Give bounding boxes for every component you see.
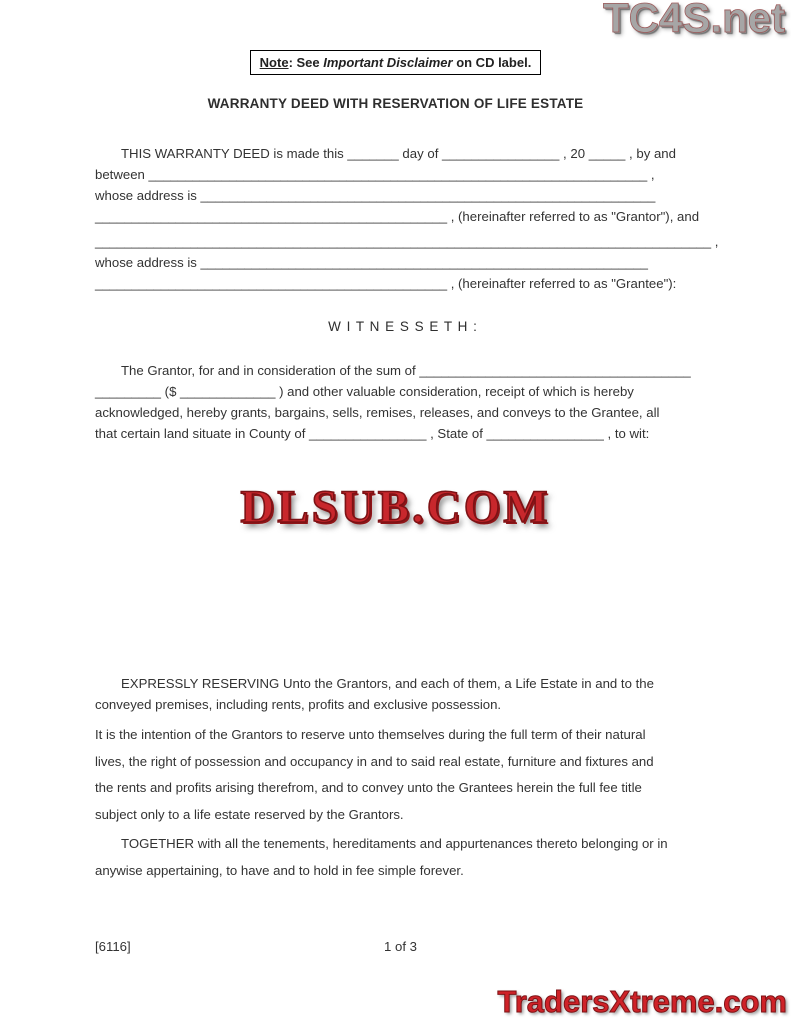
page-title: WARRANTY DEED WITH RESERVATION OF LIFE ESTATE (207, 96, 584, 111)
consideration-line: acknowledged, hereby grants, bargains, sells, remises, releases, and conveys to the Grantee, all (95, 405, 660, 420)
consideration-line: _________ ($ _____________ ) and other valuable consideration, receipt of which is hereby (95, 384, 634, 399)
intention-line: lives, the right of possession and occupancy in and to said real estate, furniture and fixtures and (95, 753, 654, 769)
deed-intro-line: ____________________________________________________________________________________ , (95, 234, 719, 249)
reserving-paragraph (95, 673, 711, 715)
dlsub-watermark: DLSUB.COM (240, 481, 551, 533)
deed-intro-line: ________________________________________________ , (hereinafter referred to as "Grantee"): (95, 276, 677, 291)
notice-label: Note (259, 55, 289, 70)
tradersxtreme-watermark: TradersXtreme.com (497, 984, 787, 1019)
consideration-line: The Grantor, for and in consideration of the sum of _____________________________________ (121, 363, 691, 378)
together-line: TOGETHER with all the tenements, hereditaments and appurtenances thereto belonging or in (121, 836, 668, 851)
witnesseth-heading: W I T N E S S E T H : (328, 319, 478, 334)
notice-emphasis: Important Disclaimer (323, 55, 453, 70)
together-paragraph (95, 831, 711, 884)
disclaimer-notice-box (250, 50, 542, 75)
reserving-line: conveyed premises, including rents, profits and exclusive possession. (95, 697, 502, 712)
deed-intro-line: whose address is _____________________________________________________________ (95, 255, 648, 270)
intention-paragraph (95, 722, 711, 828)
deed-intro-paragraph (95, 143, 719, 294)
intention-line: It is the intention of the Grantors to reserve unto themselves during the full term of their natural (95, 727, 646, 742)
together-line: anywise appertaining, to have and to hold in fee simple forever. (95, 862, 464, 878)
notice-text: : See (288, 55, 324, 70)
deed-intro-line: ________________________________________________ , (hereinafter referred to as "Grantor"), and (95, 209, 700, 224)
consideration-line: that certain land situate in County of ________________ , State of ________________ , to wit: (95, 426, 650, 441)
deed-intro-line: whose address is ______________________________________________________________ (95, 188, 656, 203)
intention-line: the rents and profits arising therefrom, and to convey unto the Grantees herein the full fee title (95, 780, 642, 795)
intention-line: subject only to a life estate reserved by the Grantors. (95, 806, 404, 822)
notice-suffix: on CD label. (452, 55, 532, 70)
consideration-paragraph (95, 360, 711, 444)
deed-intro-line: between ____________________________________________________________________ , (95, 167, 655, 182)
page-indicator: 1 of 3 (384, 939, 417, 954)
reserving-line: EXPRESSLY RESERVING Unto the Grantors, and each of them, a Life Estate in and to the (121, 676, 654, 691)
deed-intro-line: THIS WARRANTY DEED is made this _______ day of ________________ , 20 _____ , by and (121, 146, 676, 161)
document-number: [6116] (95, 939, 131, 954)
tc4s-watermark: TC4S.net (602, 0, 785, 41)
